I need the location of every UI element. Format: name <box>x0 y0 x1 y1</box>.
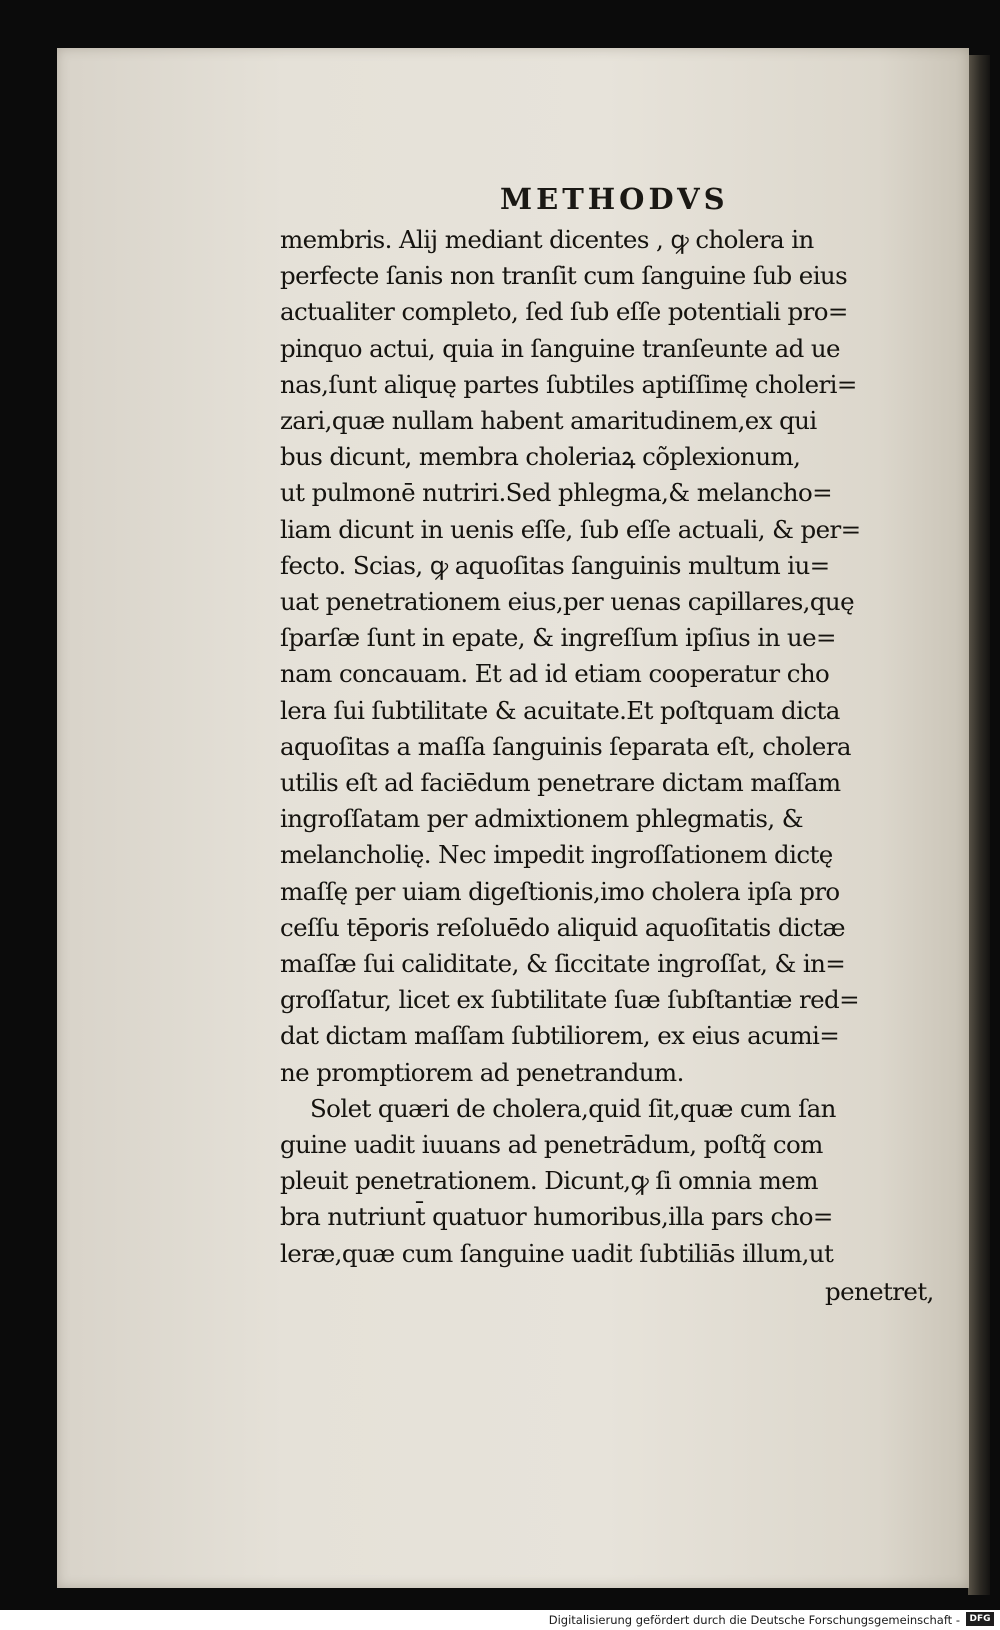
text-line: utilis eſt ad faciēdum penetrare dictam maſſam <box>280 768 841 797</box>
text-line: maſſę per uiam digeſtionis,imo cholera ipſa pro <box>280 876 840 906</box>
text-line: ne promptiorem ad penetrandum. <box>280 1057 684 1087</box>
text-line: pinquo actui, quia in ſanguine tranſeunte ad ue <box>280 333 840 363</box>
catchword: penetret, <box>825 1277 934 1306</box>
text-line: nam concauam. Et ad id etiam cooperatur cho <box>280 659 830 689</box>
text-line: ut pulmonē nutriri.Sed phlegma,& melancho= <box>280 478 833 508</box>
show-through-mark <box>292 180 362 202</box>
text-line: leræ,quæ cum ſanguine uadit ſubtiliās illum,ut <box>280 1238 834 1268</box>
text-line: perfecte ſanis non tranſit cum ſanguine ſub eius <box>280 261 848 291</box>
text-line: lera ſui ſubtilitate & acuitate.Et poſtquam dicta <box>280 695 840 725</box>
book-spine-edge <box>968 55 990 1595</box>
text-line: ceſſu tēporis reſoluēdo aliquid aquoſitatis dictæ <box>280 912 845 942</box>
dfg-logo: DFG <box>966 1612 994 1626</box>
text-line: membris. Alij mediant dicentes , ꝙ cholera in <box>280 225 814 254</box>
text-line: fecto. Scias, ꝙ aquoſitas ſanguinis multum iu= <box>280 550 830 580</box>
text-line: zari,quæ nullam habent amaritudinem,ex qui <box>280 406 817 435</box>
text-line: maſſæ ſui caliditate, & ſiccitate ingroſſat, & in= <box>280 949 846 978</box>
text-line: bra nutriunt̄ quatuor humoribus,illa pars cho= <box>280 1202 833 1232</box>
text-line: melancholię. Nec impedit ingroſſationem dictę <box>280 840 833 870</box>
text-line-indented: Solet quæri de cholera,quid ſit,quæ cum ſan <box>310 1093 836 1123</box>
text-line: bus dicunt, membra choleriaꝝ cõplexionum, <box>280 442 801 472</box>
text-line: ſparſæ ſunt in epate, & ingreſſum ipſius in ue= <box>280 623 836 653</box>
text-line: aquoſitas a maſſa ſanguinis ſeparata eſt, cholera <box>280 731 851 761</box>
text-line: groſſatur, licet ex ſubtilitate ſuæ ſubſtantiæ red= <box>280 985 860 1015</box>
text-line: dat dictam maſſam ſubtiliorem, ex eius acumi= <box>280 1021 840 1051</box>
text-line: guine uadit iuuans ad penetrādum, poſtq̃ com <box>280 1130 823 1159</box>
text-line: uat penetrationem eius,per uenas capillares,quę <box>280 587 855 616</box>
text-line: ingroſſatam per admixtionem phlegmatis, & <box>280 804 803 834</box>
text-line: actualiter completo, ſed ſub eſſe potentiali pro= <box>280 297 848 327</box>
funding-credit: Digitalisierung gefördert durch die Deutsche Forschungsgemeinschaft - <box>548 1613 960 1627</box>
text-line: pleuit penetrationem. Dicunt,ꝙ ſi omnia mem <box>280 1166 818 1196</box>
running-title: METHODVS <box>500 182 729 216</box>
text-line: nas,ſunt aliquę partes ſubtiles aptiſſimę choleri= <box>280 369 857 399</box>
text-line: liam dicunt in uenis eſſe, ſub eſſe actuali, & per= <box>280 514 861 544</box>
